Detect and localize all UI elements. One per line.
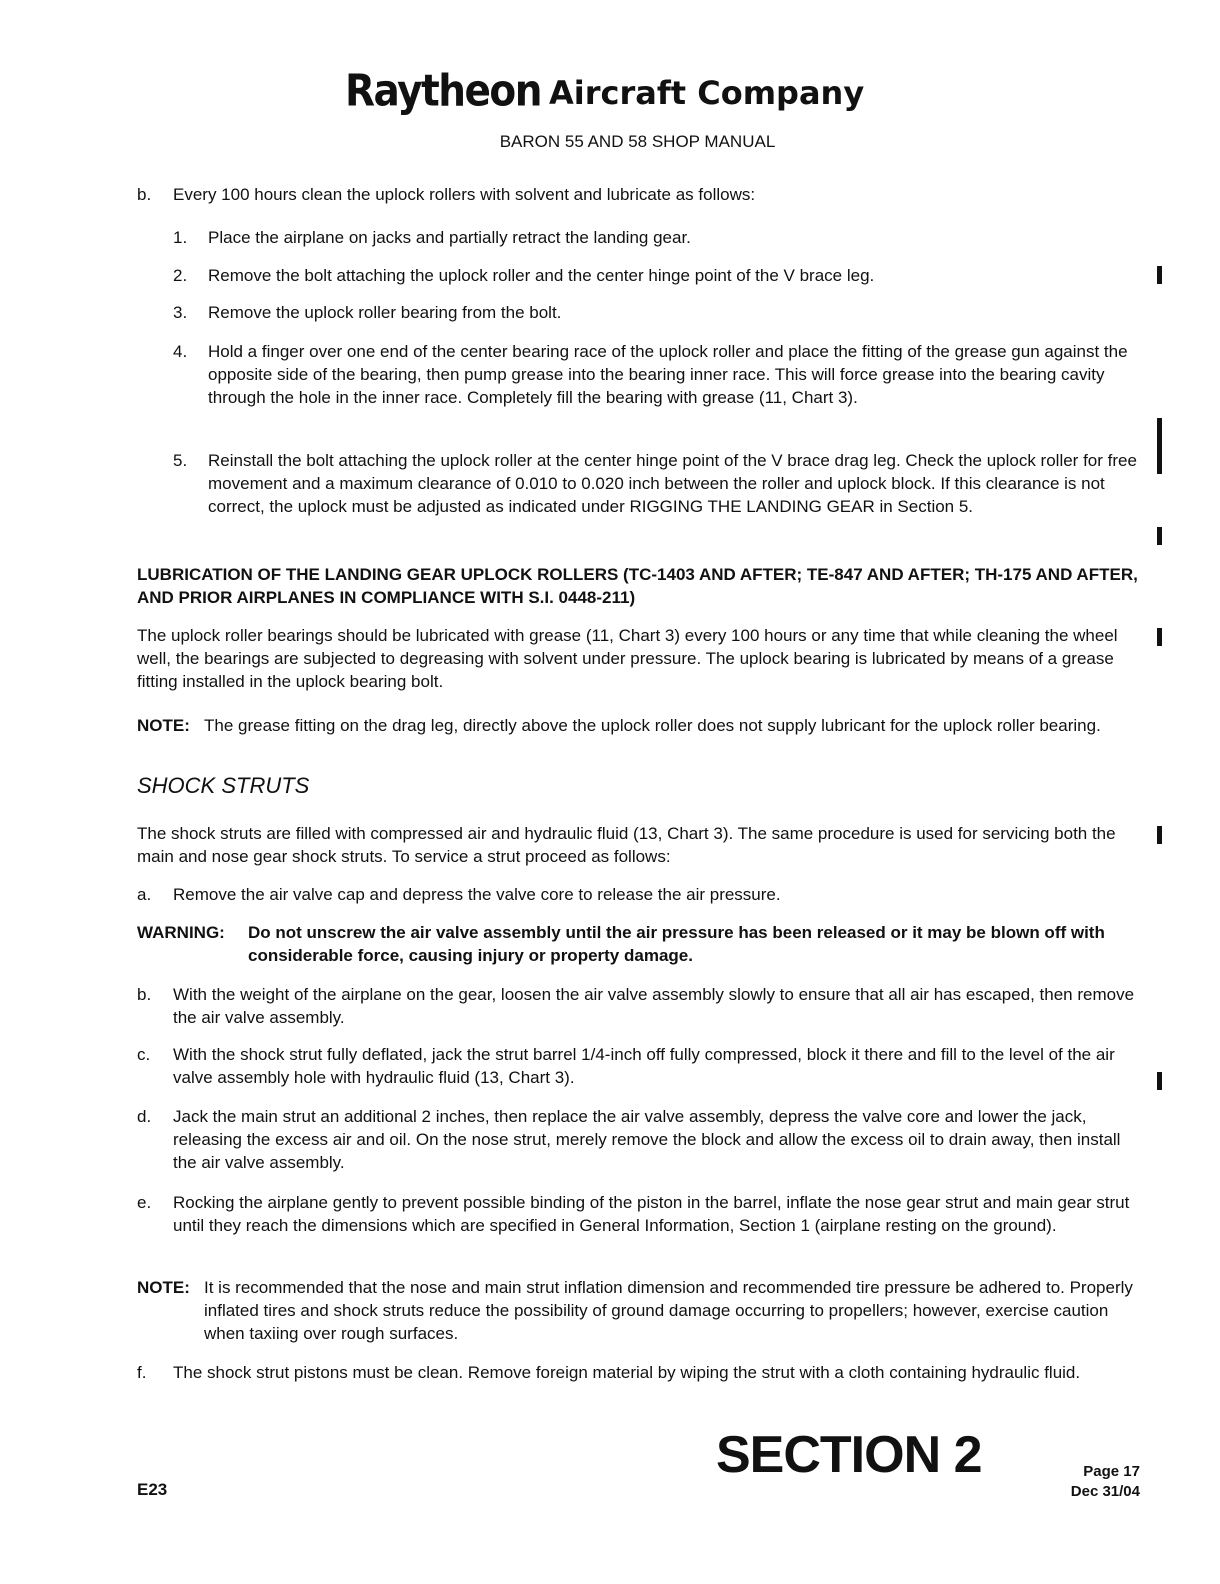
substep-text: Hold a finger over one end of the center bearing race of the uplock roller and place the fitting of the grease gun against the opposite side of the bearing, then pump grease into the bearing inner race. This will force grease into the bearing cavity through the hole in the inner race. Completely fill the bearing with grease (11, Chart 3). bbox=[208, 342, 1128, 407]
warning-text: Do not unscrew the air valve assembly until the air pressure has been released or it may be blown off with considerable force, causing injury or property damage. bbox=[248, 923, 1105, 965]
company-name: Aircraft Company bbox=[549, 74, 865, 112]
revision-bar bbox=[1157, 418, 1162, 474]
substep-number: 1. bbox=[173, 228, 188, 247]
revision-bar bbox=[1157, 628, 1162, 646]
page-number: Page 17 bbox=[1083, 1463, 1140, 1480]
section-heading: LUBRICATION OF THE LANDING GEAR UPLOCK ROLLERS (TC-1403 AND AFTER; TE-847 AND AFTER; TH-175 AND AFTER, AND PRIOR AIRPLANES IN COMPLIANCE WITH S.I. 0448-211) bbox=[137, 565, 1138, 607]
step-text: Remove the air valve cap and depress the valve core to release the air pressure. bbox=[173, 885, 781, 904]
substep-number: 3. bbox=[173, 303, 188, 322]
lubrication-paragraph: The uplock roller bearings should be lubricated with grease (11, Chart 3) every 100 hours or any time that while cleaning the wheel well, the bearings are subjected to degreasing with solvent under pressure. The uplock bearing is lubricated by means of a grease fitting installed in the uplock bearing bolt. bbox=[137, 626, 1118, 691]
warning-label: WARNING: bbox=[137, 923, 225, 942]
substep-text: Reinstall the bolt attaching the uplock roller at the center hinge point of the V brace drag leg. Check the uplock roller for free movement and a maximum clearance of 0.010 to 0.020 inch between the roller and uplock block. If this clearance is not correct, the uplock must be adjusted as indicated under RIGGING THE LANDING GEAR in Section 5. bbox=[208, 451, 1137, 516]
step-label: f. bbox=[137, 1363, 147, 1382]
shock-intro: The shock struts are filled with compressed air and hydraulic fluid (13, Chart 3). The same procedure is used for servicing both the main and nose gear shock struts. To service a strut proceed as follows: bbox=[137, 824, 1116, 866]
note-text: It is recommended that the nose and main strut inflation dimension and recommended tire pressure be adhered to. Properly inflated tires and shock struts reduce the possibility of ground damage occurring to propellers; however, exercise caution when taxiing over rough surfaces. bbox=[204, 1278, 1133, 1343]
substep-text: Place the airplane on jacks and partially retract the landing gear. bbox=[208, 228, 691, 247]
step-label: a. bbox=[137, 885, 152, 904]
note-label: NOTE: bbox=[137, 1278, 190, 1297]
step-label: b. bbox=[137, 985, 152, 1004]
revision-date: Dec 31/04 bbox=[1070, 1483, 1140, 1500]
substep-number: 2. bbox=[173, 266, 188, 285]
step-label: b. bbox=[137, 185, 152, 204]
page-info bbox=[1040, 1462, 1140, 1502]
substep-number: 5. bbox=[173, 451, 188, 470]
manual-title: BARON 55 AND 58 SHOP MANUAL bbox=[499, 132, 776, 151]
revision-bar bbox=[1157, 527, 1162, 545]
note-label: NOTE: bbox=[137, 716, 190, 735]
step-label: c. bbox=[137, 1045, 151, 1064]
step-label: e. bbox=[137, 1193, 152, 1212]
revision-bar bbox=[1157, 266, 1162, 284]
step-text: Rocking the airplane gently to prevent possible binding of the piston in the barrel, inflate the nose gear strut and main gear strut until they reach the dimensions which are specified in General Information, Section 1 (airplane resting on the ground). bbox=[173, 1193, 1130, 1235]
shock-struts-title: SHOCK STRUTS bbox=[137, 773, 310, 798]
step-text: With the weight of the airplane on the gear, loosen the air valve assembly slowly to ensure that all air has escaped, then remove the air valve assembly. bbox=[173, 985, 1135, 1027]
step-text: The shock strut pistons must be clean. Remove foreign material by wiping the strut with a cloth containing hydraulic fluid. bbox=[173, 1363, 1081, 1382]
substep-text: Remove the uplock roller bearing from the bolt. bbox=[208, 303, 562, 322]
revision-bar bbox=[1157, 826, 1162, 844]
step-text: With the shock strut fully deflated, jack the strut barrel 1/4-inch off fully compressed, block it there and fill to the level of the air valve assembly hole with hydraulic fluid (13, Chart 3). bbox=[173, 1045, 1115, 1087]
note-text: The grease fitting on the drag leg, directly above the uplock roller does not supply lubricant for the uplock roller bearing. bbox=[204, 716, 1101, 735]
substep-number: 4. bbox=[173, 342, 188, 361]
section-label: SECTION 2 bbox=[716, 1426, 982, 1484]
brand-name: Raytheon bbox=[345, 66, 541, 117]
step-text: Jack the main strut an additional 2 inches, then replace the air valve assembly, depress the valve core and lower the jack, releasing the excess air and oil. On the nose strut, merely remove the block and allow the excess oil to drain away, then install the air valve assembly. bbox=[173, 1107, 1121, 1172]
revision-bar bbox=[1157, 1072, 1162, 1090]
step-text: Every 100 hours clean the uplock rollers with solvent and lubricate as follows: bbox=[173, 185, 756, 204]
substep-text: Remove the bolt attaching the uplock roller and the center hinge point of the V brace leg. bbox=[208, 266, 875, 285]
company-logo bbox=[345, 66, 865, 117]
document-code: E23 bbox=[137, 1480, 168, 1499]
step-label: d. bbox=[137, 1107, 152, 1126]
